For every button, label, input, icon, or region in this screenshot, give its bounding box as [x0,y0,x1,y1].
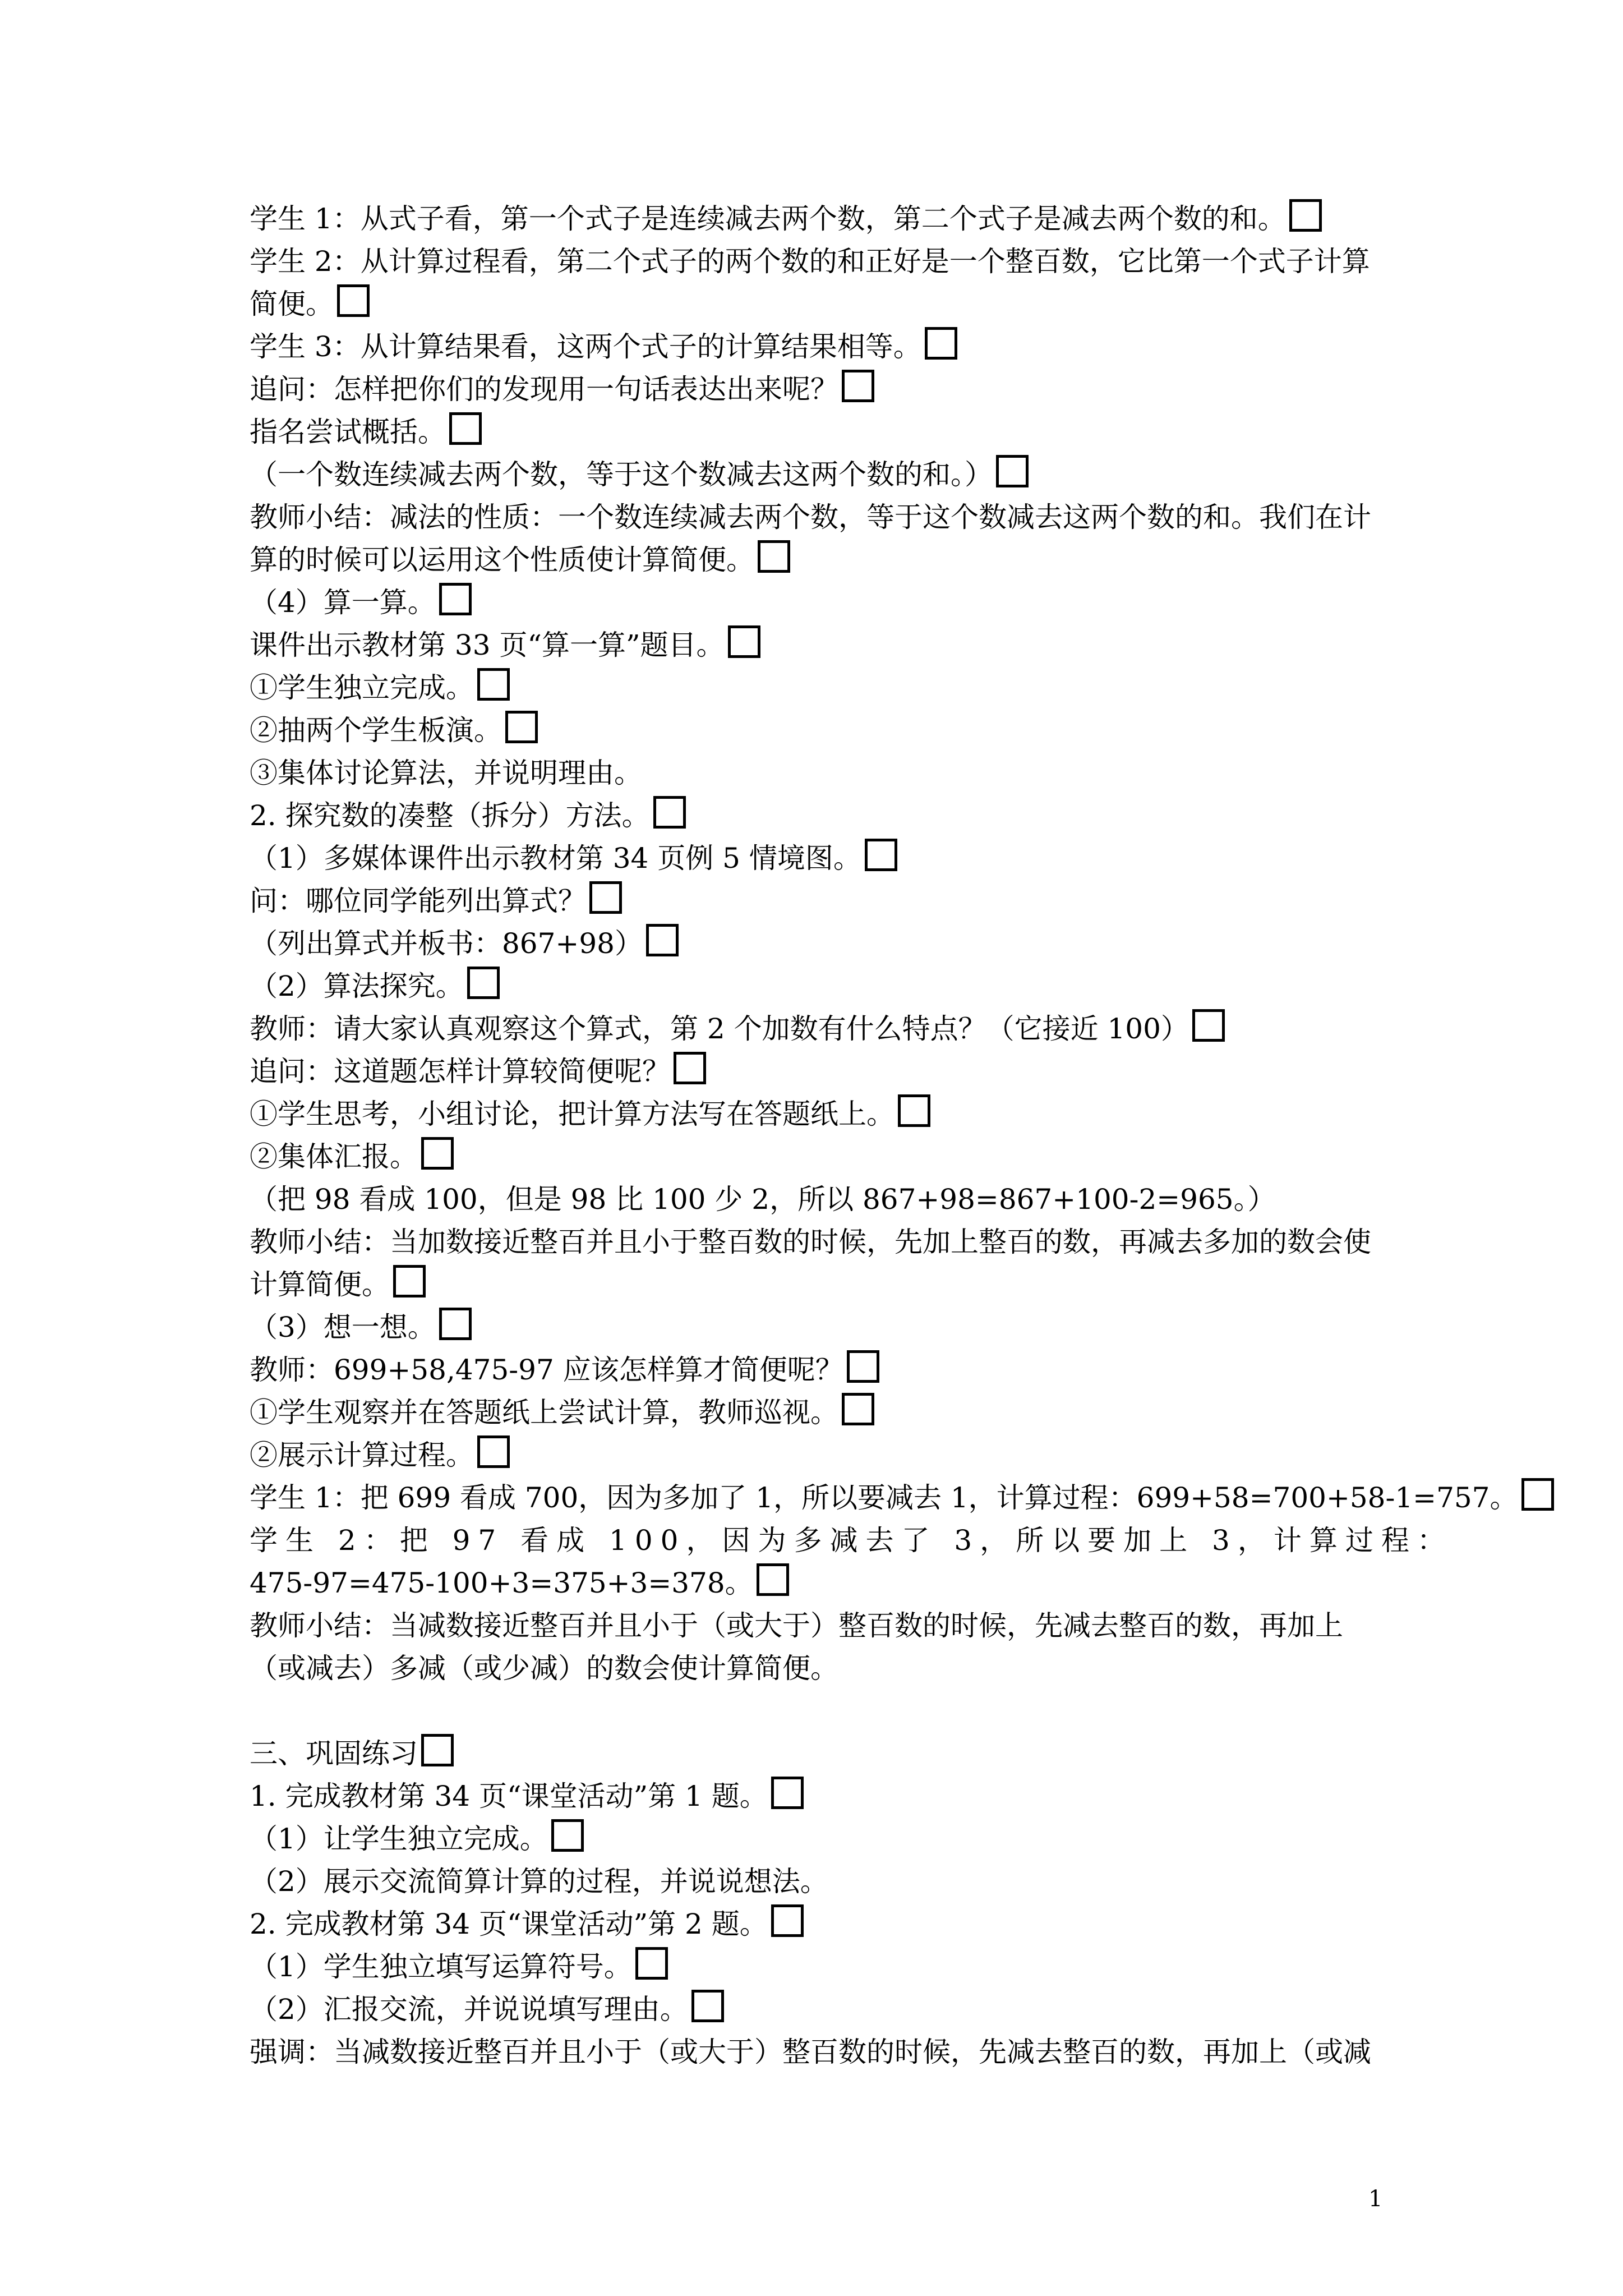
line-text: ①学生独立完成。 [250,671,474,704]
text-line [250,283,1394,325]
checkbox-square[interactable] [477,1435,510,1468]
checkbox-square[interactable] [439,583,472,615]
text-line [250,1178,1394,1221]
line-text: （列出算式并板书：867+98） [250,927,643,960]
checkbox-square[interactable] [865,839,897,871]
checkbox-square[interactable] [449,412,482,445]
text-line [250,411,1394,453]
text-line [250,197,1394,240]
text-line [250,1775,1394,1818]
text-line [250,496,1394,539]
checkbox-square[interactable] [1192,1009,1225,1042]
text-line [250,1476,1518,1519]
line-text: （2）汇报交流，并说说填写理由。 [250,1993,688,2026]
line-text: （1）让学生独立完成。 [250,1823,548,1855]
text-line [250,453,1394,496]
text-line [250,1647,1394,1690]
checkbox-square[interactable] [421,1734,454,1766]
checkbox-square[interactable] [635,1947,668,1980]
checkbox-square[interactable] [1289,199,1322,232]
text-line [250,1945,1394,1988]
text-line [250,1562,1394,1604]
text-line [250,624,1394,666]
text-line [250,1221,1394,1263]
checkbox-square[interactable] [589,881,622,914]
line-text: 475-97=475-100+3=375+3=378。 [250,1567,753,1599]
text-line [250,1391,1394,1434]
checkbox-square[interactable] [393,1265,426,1297]
text-line [250,880,1394,922]
line-text: （或减去）多减（或少减）的数会使计算简便。 [250,1652,838,1685]
line-text: ②集体汇报。 [250,1140,418,1173]
checkbox-square[interactable] [847,1350,879,1383]
line-text: （2）算法探究。 [250,970,464,1002]
text-line [250,1903,1394,1945]
checkbox-square[interactable] [653,796,686,829]
text-line [250,539,1394,581]
page-number: 1 [1368,2186,1383,2212]
text-line [250,794,1394,837]
checkbox-square[interactable] [771,1777,804,1809]
text-line [250,666,1394,709]
text-line [250,1604,1394,1647]
line-text: （1）学生独立填写运算符号。 [250,1950,632,1983]
line-text: （2）展示交流简算计算的过程，并说说想法。 [250,1865,828,1898]
checkbox-square[interactable] [757,1563,789,1596]
line-text: （4）算一算。 [250,586,436,619]
checkbox-square[interactable] [551,1819,584,1852]
text-line [250,837,1394,880]
line-text: 教师：请大家认真观察这个算式，第 2 个加数有什么特点？（它接近 100） [250,1013,1189,1045]
checkbox-square[interactable] [758,540,790,573]
text-line [250,1434,1394,1476]
line-text: ②抽两个学生板演。 [250,714,502,747]
text-line [250,1988,1394,2031]
line-text: ②展示计算过程。 [250,1439,474,1471]
text-line [250,1306,1394,1349]
line-text: 课件出示教材第 33 页“算一算”题目。 [250,629,725,661]
text-line [250,1732,1394,1775]
checkbox-square[interactable] [728,625,760,658]
line-text: ①学生观察并在答题纸上尝试计算，教师巡视。 [250,1396,838,1429]
checkbox-square[interactable] [505,711,538,743]
text-line [250,1818,1394,1860]
text-line [250,709,1394,752]
checkbox-square[interactable] [691,1990,724,2022]
checkbox-square[interactable] [898,1094,930,1127]
text-line [250,1135,1394,1178]
checkbox-square[interactable] [1521,1478,1554,1511]
line-text: （一个数连续减去两个数，等于这个数减去这两个数的和。） [250,458,993,491]
checkbox-square[interactable] [925,327,957,360]
line-text: 学生 3：从计算结果看，这两个式子的计算结果相等。 [250,330,921,363]
text-line [250,752,1394,794]
line-text: （把 98 看成 100，但是 98 比 100 少 2，所以 867+98=867+100-2=965。） [250,1183,1276,1216]
line-text: ①学生思考，小组讨论，把计算方法写在答题纸上。 [250,1098,895,1130]
line-text: 学生 2：把 97 看成 100，因为多减去了 3，所以要加上 3，计算过程： [250,1524,1453,1557]
text-line [250,325,1394,368]
line-text: 教师小结：当减数接近整百并且小于（或大于）整百数的时候，先减去整百的数，再加上 [250,1609,1343,1642]
line-text: （1）多媒体课件出示教材第 34 页例 5 情境图。 [250,842,861,875]
line-text: 算的时候可以运用这个性质使计算简便。 [250,544,754,576]
line-text: （3）想一想。 [250,1311,436,1343]
checkbox-square[interactable] [467,967,500,999]
text-line [250,1093,1394,1135]
text-line [250,1519,1453,1562]
checkbox-square[interactable] [996,455,1029,487]
checkbox-square[interactable] [337,284,370,317]
checkbox-square[interactable] [421,1137,454,1170]
line-text: 强调：当减数接近整百并且小于（或大于）整百数的时候，先减去整百的数，再加上（或减 [250,2036,1371,2068]
line-text: 三、巩固练习 [250,1737,418,1770]
checkbox-square[interactable] [771,1904,804,1937]
line-text: 学生 2：从计算过程看，第二个式子的两个数的和正好是一个整百数，它比第一个式子计算 [250,245,1370,278]
line-text: 学生 1：从式子看，第一个式子是连续减去两个数，第二个式子是减去两个数的和。 [250,203,1286,235]
document-body [250,197,1518,2073]
text-line [250,1263,1394,1306]
line-text: 追问：这道题怎样计算较简便呢？ [250,1055,670,1088]
checkbox-square[interactable] [646,924,679,956]
text-line [250,1860,1394,1903]
checkbox-square[interactable] [842,1393,874,1425]
line-text: 简便。 [250,288,334,320]
line-text: 计算简便。 [250,1268,390,1301]
line-text: 教师：699+58,475-97 应该怎样算才简便呢？ [250,1354,843,1386]
text-line [250,368,1394,411]
checkbox-square[interactable] [842,370,874,402]
line-text: 学生 1：把 699 看成 700，因为多加了 1，所以要减去 1，计算过程：699+58=700+58-1=757。 [250,1481,1518,1514]
text-line [250,1050,1394,1093]
text-line [250,2031,1394,2073]
line-text: 追问：怎样把你们的发现用一句话表达出来呢？ [250,373,838,406]
text-line [250,240,1394,283]
line-text: 教师小结：减法的性质：一个数连续减去两个数，等于这个数减去这两个数的和。我们在计 [250,501,1371,533]
line-text: ③集体讨论算法，并说明理由。 [250,757,642,789]
text-line [250,1007,1394,1050]
line-text: 教师小结：当加数接近整百并且小于整百数的时候，先加上整百的数，再减去多加的数会使 [250,1226,1371,1258]
text-line [250,922,1394,965]
checkbox-square[interactable] [439,1308,472,1340]
checkbox-square[interactable] [477,668,510,701]
line-text: 1. 完成教材第 34 页“课堂活动”第 1 题。 [250,1780,768,1812]
line-text: 2. 完成教材第 34 页“课堂活动”第 2 题。 [250,1908,768,1940]
text-line [250,1349,1394,1391]
line-text: 指名尝试概括。 [250,416,446,448]
text-line [250,581,1394,624]
blank-line [250,1690,1394,1732]
line-text: 问：哪位同学能列出算式？ [250,885,586,917]
line-text: 2. 探究数的凑整（拆分）方法。 [250,799,650,832]
checkbox-square[interactable] [674,1052,706,1084]
text-line [250,965,1394,1007]
